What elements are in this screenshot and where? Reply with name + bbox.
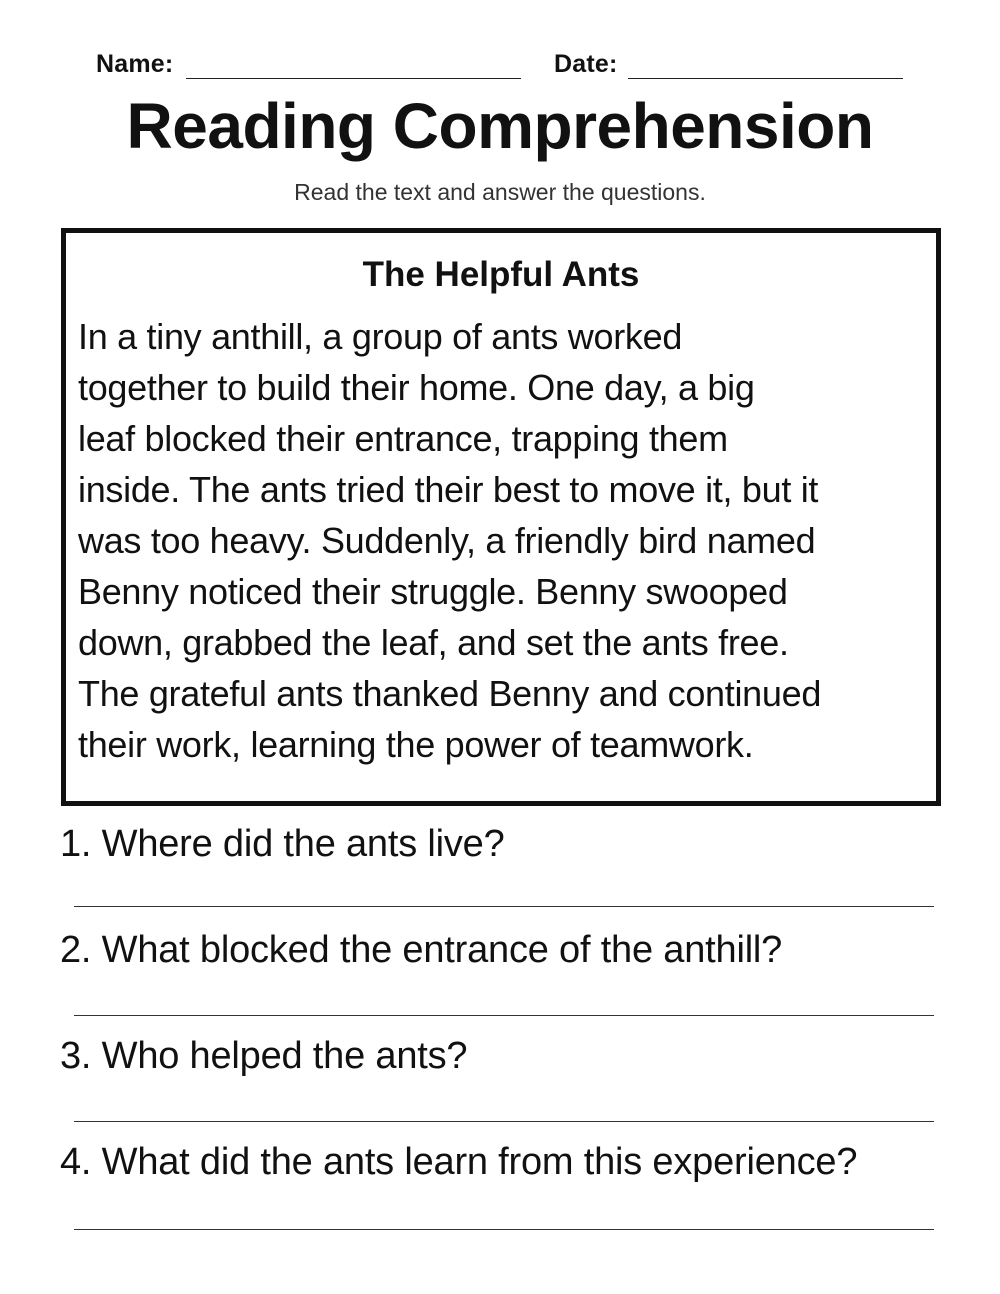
page-title: Reading Comprehension [126,90,874,162]
instructions-subtitle: Read the text and answer the questions. [294,179,706,205]
story-line: inside. The ants tried their best to move it, but it [78,469,819,510]
answer-line-3[interactable] [74,1121,934,1122]
date-label: Date: [554,50,618,78]
story-line: was too heavy. Suddenly, a friendly bird named [78,520,816,561]
answer-line-4[interactable] [74,1229,934,1230]
story-box [61,228,941,806]
story-line: In a tiny anthill, a group of ants worked [78,316,683,357]
story-line: The grateful ants thanked Benny and continued [78,673,822,714]
header-row [96,44,906,84]
story-title: The Helpful Ants [362,255,640,294]
answer-line-2[interactable] [74,1015,934,1016]
question-2: 2. What blocked the entrance of the anthill? [60,929,783,971]
story-line: Benny noticed their struggle. Benny swooped [78,571,788,612]
story-body [78,311,933,770]
story-line: together to build their home. One day, a big [78,367,755,408]
date-field-line[interactable] [628,78,903,79]
answer-line-1[interactable] [74,906,934,907]
story-line: down, grabbed the leaf, and set the ants free. [78,622,789,663]
question-4: 4. What did the ants learn from this experience? [60,1141,858,1183]
name-label: Name: [96,50,174,78]
question-1: 1. Where did the ants live? [60,823,505,865]
question-3: 3. Who helped the ants? [60,1035,468,1077]
story-line: leaf blocked their entrance, trapping them [78,418,728,459]
name-field-line[interactable] [186,78,521,79]
story-line: their work, learning the power of teamwork. [78,724,754,765]
